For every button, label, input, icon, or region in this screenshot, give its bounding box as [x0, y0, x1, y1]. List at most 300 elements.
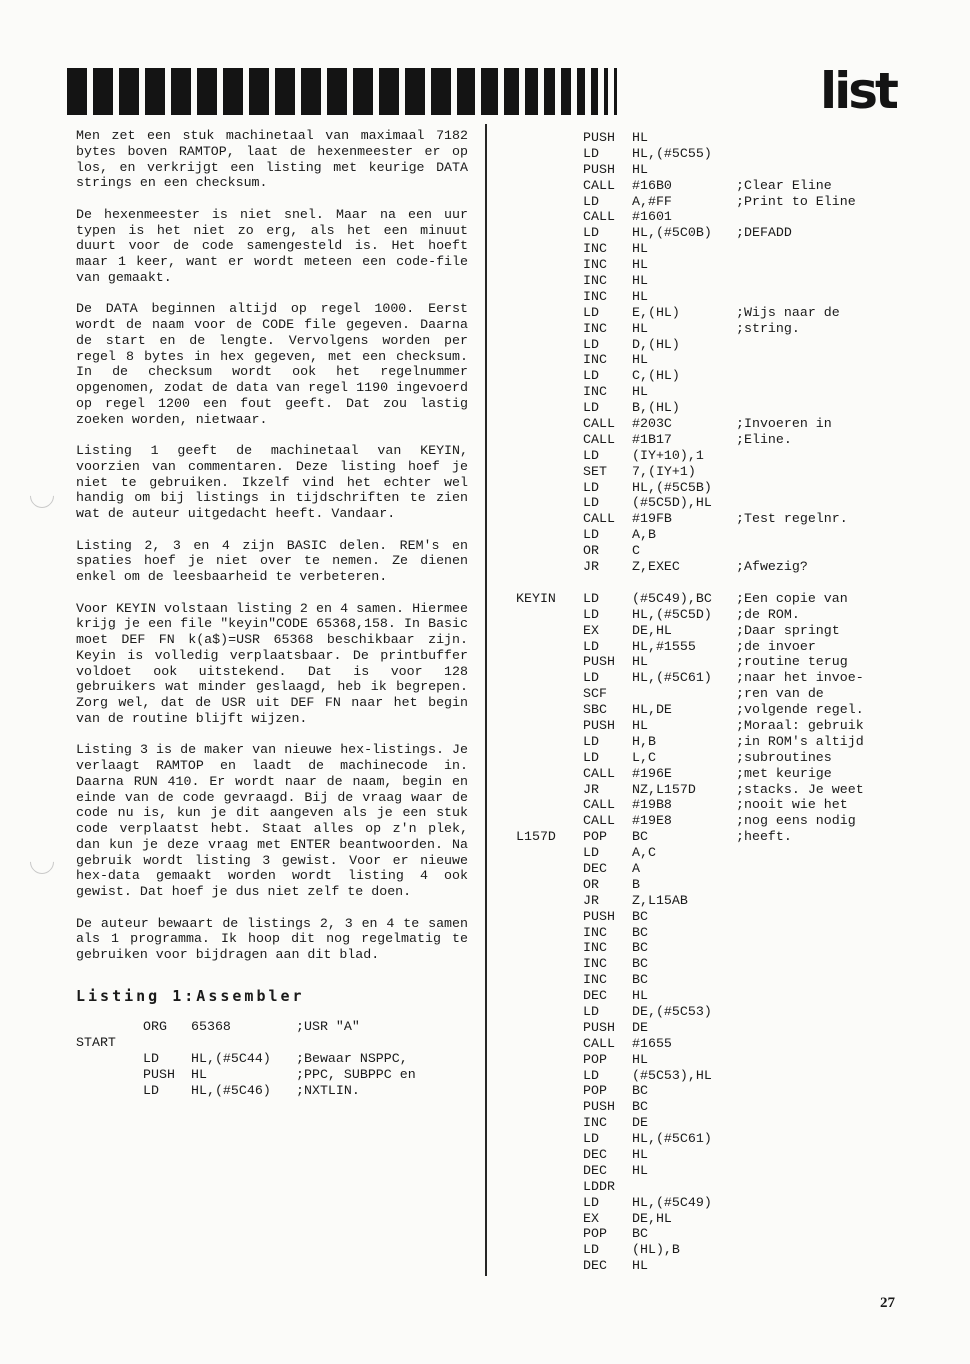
code-args: BC — [632, 1083, 648, 1099]
code-args: BC — [632, 908, 648, 924]
code-line — [516, 194, 916, 210]
code-op: PUSH — [583, 717, 615, 733]
code-op: LD — [583, 1242, 599, 1258]
code-comment: ;Bewaar NSPPC, — [296, 1050, 408, 1066]
code-line — [516, 241, 916, 257]
code-op: JR — [583, 559, 599, 575]
code-line — [516, 670, 916, 686]
code-args: HL,DE — [632, 702, 672, 718]
header-bar — [614, 68, 617, 115]
code-op: SET — [583, 463, 607, 479]
code-line — [516, 1099, 916, 1115]
code-line — [516, 464, 916, 480]
code-op: PUSH — [583, 130, 615, 145]
code-line — [516, 988, 916, 1004]
code-op: PUSH — [143, 1066, 175, 1082]
code-comment: ;stacks. Je weet — [736, 781, 864, 797]
code-args: DE — [632, 1019, 648, 1035]
code-label: START — [76, 1034, 116, 1050]
code-op: LD — [583, 1131, 599, 1147]
code-comment: ;string. — [736, 320, 800, 336]
article-paragraph: De auteur bewaart de listings 2, 3 en 4 te samen als 1 programma. Ik hoop dit nog regelmatig te gebruiken voor bijdragen aan dit blad. — [76, 915, 468, 962]
code-line — [516, 782, 916, 798]
code-line — [516, 575, 916, 591]
code-args: HL — [632, 1147, 648, 1162]
code-line — [516, 1036, 916, 1052]
code-comment: ;Moraal: gebruik — [736, 717, 864, 733]
code-op: LD — [583, 447, 599, 463]
code-line — [516, 352, 916, 368]
code-args: (#5C53),HL — [632, 1067, 712, 1083]
code-line — [516, 797, 916, 813]
code-line — [516, 1115, 916, 1131]
code-line — [516, 448, 916, 464]
code-op: CALL — [583, 416, 615, 432]
code-line — [516, 257, 916, 273]
code-args: HL — [632, 241, 648, 257]
code-args: 65368 — [191, 1018, 231, 1034]
code-label: L157D — [516, 829, 556, 845]
punch-hole-mark — [25, 845, 59, 879]
code-comment: ;Invoeren in — [736, 416, 832, 432]
code-line — [516, 273, 916, 289]
code-args: #203C — [632, 416, 672, 432]
column-divider — [485, 124, 487, 1276]
code-args: BC — [632, 972, 648, 988]
header-bar — [504, 68, 519, 115]
code-args: A,C — [632, 845, 656, 861]
code-args: DE,(#5C53) — [632, 1003, 712, 1019]
code-op: CALL — [583, 209, 615, 225]
code-args: C,(HL) — [632, 368, 680, 384]
header-bar — [223, 68, 243, 115]
code-args: HL — [632, 1162, 648, 1178]
code-line — [516, 1179, 916, 1195]
header-bar — [119, 68, 139, 115]
code-op: LD — [583, 145, 599, 161]
code-op: PUSH — [583, 908, 615, 924]
code-comment: ;Clear Eline — [736, 177, 832, 193]
code-args: BC — [632, 1099, 648, 1115]
header-bar — [93, 68, 113, 115]
header-bar — [353, 68, 373, 115]
code-args: (HL),B — [632, 1242, 680, 1258]
code-op: LD — [583, 225, 599, 241]
code-op: LD — [143, 1050, 159, 1066]
code-args: BC — [632, 1226, 648, 1242]
code-args: HL — [632, 1258, 648, 1274]
code-op: LDDR — [583, 1178, 615, 1194]
code-args: #16B0 — [632, 177, 672, 193]
code-args: B,(HL) — [632, 400, 680, 416]
code-args: HL — [632, 161, 648, 177]
code-args: #19FB — [632, 511, 672, 527]
code-comment: ;NXTLIN. — [296, 1082, 360, 1098]
code-op: LD — [583, 670, 599, 686]
code-args: E,(HL) — [632, 304, 680, 320]
code-line — [76, 1067, 468, 1083]
header-bar — [577, 68, 585, 115]
article-paragraph: Listing 2, 3 en 4 zijn BASIC delen. REM's en spaties hoef je niet over te nemen. Ze dienen enkel om de leesbaarheid te verbeteren. — [76, 537, 468, 584]
article-paragraph: De DATA beginnen altijd op regel 1000. Eerst wordt de naam voor de CODE file gegeven. Daarna de start en de lengte. Vervolgens worden per regel 8 bytes in hex gegeven, met een checksum. In de checksum wordt ook het regelnummer opgenomen, zodat de data van regel 1190 ingevoerd op regel 1200 een fout geeft. Dat zou lastig zoeken worden, nietwaar. — [76, 301, 468, 427]
code-label: KEYIN — [516, 590, 556, 606]
header-bar — [301, 68, 321, 115]
code-op: LD — [583, 606, 599, 622]
code-comment: ;naar het invoe- — [736, 670, 864, 686]
code-comment: ;DEFADD — [736, 225, 792, 241]
code-op: POP — [583, 1226, 607, 1242]
code-line — [516, 1258, 916, 1274]
code-op: LD — [583, 495, 599, 511]
code-args: HL,#1555 — [632, 638, 696, 654]
code-line — [516, 146, 916, 162]
code-op: INC — [583, 320, 607, 336]
article-text-column — [76, 128, 468, 1099]
code-args: HL,(#5C5D) — [632, 606, 712, 622]
code-op: INC — [583, 956, 607, 972]
code-args: HL — [632, 384, 648, 400]
code-comment: ;Print to Eline — [736, 193, 856, 209]
code-line — [76, 1019, 468, 1035]
code-op: LD — [583, 733, 599, 749]
code-line — [516, 368, 916, 384]
code-op: INC — [583, 241, 607, 257]
code-args: HL — [191, 1066, 207, 1082]
code-args: #19E8 — [632, 813, 672, 829]
code-args: BC — [632, 940, 648, 956]
code-line — [516, 893, 916, 909]
code-op: EX — [583, 622, 599, 638]
code-args: (#5C49),BC — [632, 590, 712, 606]
code-line — [516, 1083, 916, 1099]
header-bar — [249, 68, 269, 115]
code-line — [516, 925, 916, 941]
code-op: DEC — [583, 860, 607, 876]
code-args: HL — [632, 273, 648, 289]
header-bar — [525, 68, 538, 115]
code-op: INC — [583, 288, 607, 304]
code-comment: ;nog eens nodig — [736, 813, 856, 829]
code-op: PUSH — [583, 161, 615, 177]
code-op: CALL — [583, 765, 615, 781]
code-comment: ;Afwezig? — [736, 559, 808, 575]
code-op: LD — [583, 749, 599, 765]
code-line — [516, 225, 916, 241]
code-op: LD — [583, 479, 599, 495]
code-op: INC — [583, 257, 607, 273]
code-comment: ;in ROM's altijd — [736, 733, 864, 749]
code-args: DE,HL — [632, 622, 672, 638]
code-args: 7,(IY+1) — [632, 463, 696, 479]
punch-hole-mark — [25, 479, 59, 513]
code-op: EX — [583, 1210, 599, 1226]
code-op: INC — [583, 1115, 607, 1131]
code-line — [516, 559, 916, 575]
code-line — [516, 750, 916, 766]
code-line — [516, 829, 916, 845]
code-args: B — [632, 876, 640, 892]
header-decoration-bars — [67, 68, 679, 115]
code-op: PUSH — [583, 654, 615, 670]
code-args: HL,(#5C5B) — [632, 479, 712, 495]
code-line — [516, 940, 916, 956]
code-op: POP — [583, 829, 607, 845]
code-op: DEC — [583, 1162, 607, 1178]
code-line — [76, 1083, 468, 1099]
code-op: LD — [583, 1194, 599, 1210]
code-line — [516, 877, 916, 893]
code-op: LD — [583, 590, 599, 606]
code-line — [516, 337, 916, 353]
page-number: 27 — [880, 1295, 895, 1311]
code-op: PUSH — [583, 1019, 615, 1035]
code-op: CALL — [583, 813, 615, 829]
code-line — [516, 591, 916, 607]
header-bar — [197, 68, 217, 115]
code-args: #1B17 — [632, 431, 672, 447]
code-comment: ;Een copie van — [736, 590, 848, 606]
code-op: PUSH — [583, 1099, 615, 1115]
code-op: DEC — [583, 988, 607, 1004]
code-line — [516, 1211, 916, 1227]
code-line — [516, 623, 916, 639]
code-args: #196E — [632, 765, 672, 781]
code-op: OR — [583, 876, 599, 892]
code-line — [516, 654, 916, 670]
code-args: DE,HL — [632, 1210, 672, 1226]
code-args: HL — [632, 130, 648, 145]
code-op: LD — [583, 845, 599, 861]
code-op: INC — [583, 384, 607, 400]
code-line — [516, 1195, 916, 1211]
header-bar — [561, 68, 571, 115]
code-args: #1655 — [632, 1035, 672, 1051]
code-op: CALL — [583, 177, 615, 193]
code-line — [516, 209, 916, 225]
code-op: LD — [583, 400, 599, 416]
assembler-listing — [76, 1019, 468, 1099]
code-comment: ;PPC, SUBPPC en — [296, 1066, 416, 1082]
code-line — [516, 702, 916, 718]
code-op: LD — [583, 1003, 599, 1019]
code-args: HL,(#5C44) — [191, 1050, 271, 1066]
code-op: CALL — [583, 511, 615, 527]
code-args: HL — [632, 320, 648, 336]
code-args: BC — [632, 956, 648, 972]
code-comment: ;Test regelnr. — [736, 511, 848, 527]
code-args: (IY+10),1 — [632, 447, 704, 463]
code-args: HL,(#5C61) — [632, 670, 712, 686]
article-paragraph: Voor KEYIN volstaan listing 2 en 4 samen. Hiermee krijg je een file "keyin"CODE 65368,158. In Basic moet DEF FN k(a$)=USR 65368 beschikbaar zijn. Keyin is volledig verplaatsbaar. De printbuffer voldoet ook uitstekend. Dat is voor 128 gebruikers wat minder geslaagd, heb ik begrepen. Zorg wel, dat de USR uit DEF FN naar het begin van de routine blijft wijzen. — [76, 600, 468, 726]
code-op: DEC — [583, 1147, 607, 1162]
code-args: HL,(#5C46) — [191, 1082, 271, 1098]
code-comment: ;ren van de — [736, 686, 824, 702]
code-op: DEC — [583, 1258, 607, 1274]
code-line — [516, 416, 916, 432]
code-comment: ;de invoer — [736, 638, 816, 654]
code-args: (#5C5D),HL — [632, 495, 712, 511]
code-args: HL,(#5C55) — [632, 145, 712, 161]
code-op: LD — [583, 638, 599, 654]
code-args: DE — [632, 1115, 648, 1131]
code-comment: ;heeft. — [736, 829, 792, 845]
header-bar — [327, 68, 347, 115]
code-args: C — [632, 543, 640, 559]
header-bar — [171, 68, 191, 115]
header-bar — [604, 68, 609, 115]
code-args: BC — [632, 829, 648, 845]
code-line — [516, 1226, 916, 1242]
code-args: H,B — [632, 733, 656, 749]
code-line — [516, 861, 916, 877]
header-bar — [145, 68, 165, 115]
code-line — [516, 1052, 916, 1068]
assembler-code-column — [516, 130, 916, 1274]
code-comment: ;subroutines — [736, 749, 832, 765]
code-op: INC — [583, 273, 607, 289]
code-comment: ;volgende regel. — [736, 702, 864, 718]
code-args: A — [632, 860, 640, 876]
code-line — [516, 432, 916, 448]
code-op: SBC — [583, 702, 607, 718]
code-args: A,#FF — [632, 193, 672, 209]
code-args: Z,L15AB — [632, 892, 688, 908]
code-line — [516, 480, 916, 496]
code-line — [516, 321, 916, 337]
article-paragraph: De hexenmeester is niet snel. Maar na een uur typen is het niet zo erg, als het een minuut duurt voor de code samengesteld is. Het hoeft maar 1 keer, want er wordt meteen een code-file van gemaakt. — [76, 206, 468, 285]
code-comment: ;Daar springt — [736, 622, 840, 638]
code-line — [516, 1131, 916, 1147]
code-args: BC — [632, 924, 648, 940]
header-bar — [379, 68, 399, 115]
code-op: LD — [583, 368, 599, 384]
code-line — [516, 1147, 916, 1163]
code-op: SCF — [583, 686, 607, 702]
code-op: CALL — [583, 431, 615, 447]
code-op: JR — [583, 892, 599, 908]
code-line — [516, 495, 916, 511]
code-args: HL — [632, 257, 648, 273]
code-comment: ;nooit wie het — [736, 797, 848, 813]
code-op: INC — [583, 940, 607, 956]
code-op: LD — [583, 193, 599, 209]
code-line — [516, 178, 916, 194]
header-bar — [405, 68, 425, 115]
code-op: POP — [583, 1083, 607, 1099]
listing-heading: Listing 1:Assembler — [76, 986, 305, 1005]
code-op: CALL — [583, 797, 615, 813]
code-line — [516, 384, 916, 400]
code-line — [516, 527, 916, 543]
code-op: LD — [583, 336, 599, 352]
code-args: A,B — [632, 527, 656, 543]
code-args: L,C — [632, 749, 656, 765]
code-line — [516, 400, 916, 416]
code-op: CALL — [583, 1035, 615, 1051]
code-op: LD — [583, 1067, 599, 1083]
header-bar — [431, 68, 451, 115]
code-line — [516, 1068, 916, 1084]
code-args: HL — [632, 1051, 648, 1067]
code-line — [516, 289, 916, 305]
code-args: NZ,L157D — [632, 781, 696, 797]
code-line — [76, 1051, 468, 1067]
code-op: INC — [583, 924, 607, 940]
code-line — [516, 766, 916, 782]
code-op: POP — [583, 1051, 607, 1067]
code-op: INC — [583, 352, 607, 368]
code-line — [516, 162, 916, 178]
header-bar — [544, 68, 556, 115]
header-bar — [457, 68, 475, 115]
code-args: #1601 — [632, 209, 672, 225]
code-line — [516, 1163, 916, 1179]
code-op: JR — [583, 781, 599, 797]
list-logo: list — [820, 62, 896, 120]
code-line — [516, 607, 916, 623]
header-bar — [481, 68, 498, 115]
code-args: HL — [632, 352, 648, 368]
code-op: LD — [583, 304, 599, 320]
code-line — [516, 511, 916, 527]
code-line — [516, 718, 916, 734]
article-paragraph: Listing 3 is de maker van nieuwe hex-listings. Je verlaagt RAMTOP en laadt de machinecode in. Daarna RUN 410. Er wordt naar de naam, begin en einde van de code gevraagd. Bij de vraag waar de code nu is, kun je dit aangeven als je een stuk code verplaatst hebt. Staat alles op z'n plek, dan kun je deze vraag met ENTER beantwoorden. Na gebruik wordt listing 3 gewist. Voor er nieuwe hex-data gemaakt worden wordt listing 4 ook gewist. Dat hoef je dus niet zelf te doen. — [76, 742, 468, 899]
code-comment: ;routine terug — [736, 654, 848, 670]
code-line — [516, 543, 916, 559]
article-paragraph: Men zet een stuk machinetaal van maximaal 7182 bytes boven RAMTOP, laat de hexenmeester er op los, en verkrijgt een listing met keurige DATA strings en een checksum. — [76, 128, 468, 191]
code-line — [516, 1242, 916, 1258]
header-bar — [67, 68, 87, 115]
code-op: LD — [583, 527, 599, 543]
code-comment: ;Eline. — [736, 431, 792, 447]
code-comment: ;Wijs naar de — [736, 304, 840, 320]
code-args: HL,(#5C61) — [632, 1131, 712, 1147]
article-paragraph: Listing 1 geeft de machinetaal van KEYIN, voorzien van commentaren. Deze listing hoef je niet te gebruiken. Ikzelf vind het echter wel handig om bij listings in tijdschriften te zien wat de auteur uitgedacht heeft. Vandaar. — [76, 443, 468, 521]
code-line — [516, 130, 916, 146]
code-args: #19B8 — [632, 797, 672, 813]
code-args: Z,EXEC — [632, 559, 680, 575]
code-line — [516, 305, 916, 321]
code-line — [516, 1004, 916, 1020]
code-comment: ;met keurige — [736, 765, 832, 781]
code-args: HL — [632, 717, 648, 733]
code-op: LD — [143, 1082, 159, 1098]
code-line — [516, 734, 916, 750]
code-line — [516, 956, 916, 972]
header-bar — [275, 68, 295, 115]
code-line — [516, 1020, 916, 1036]
code-op: INC — [583, 972, 607, 988]
code-args: HL — [632, 988, 648, 1004]
code-args: HL — [632, 654, 648, 670]
code-line — [516, 639, 916, 655]
code-op: ORG — [143, 1018, 167, 1034]
code-comment: ;de ROM. — [736, 606, 800, 622]
code-line — [76, 1035, 468, 1051]
code-line — [516, 972, 916, 988]
code-line — [516, 909, 916, 925]
code-op: OR — [583, 543, 599, 559]
code-args: D,(HL) — [632, 336, 680, 352]
header-bar — [591, 68, 597, 115]
code-args: HL — [632, 288, 648, 304]
code-line — [516, 813, 916, 829]
code-line — [516, 845, 916, 861]
code-args: HL,(#5C49) — [632, 1194, 712, 1210]
code-line — [516, 686, 916, 702]
code-args: HL,(#5C0B) — [632, 225, 712, 241]
code-comment: ;USR "A" — [296, 1018, 360, 1034]
